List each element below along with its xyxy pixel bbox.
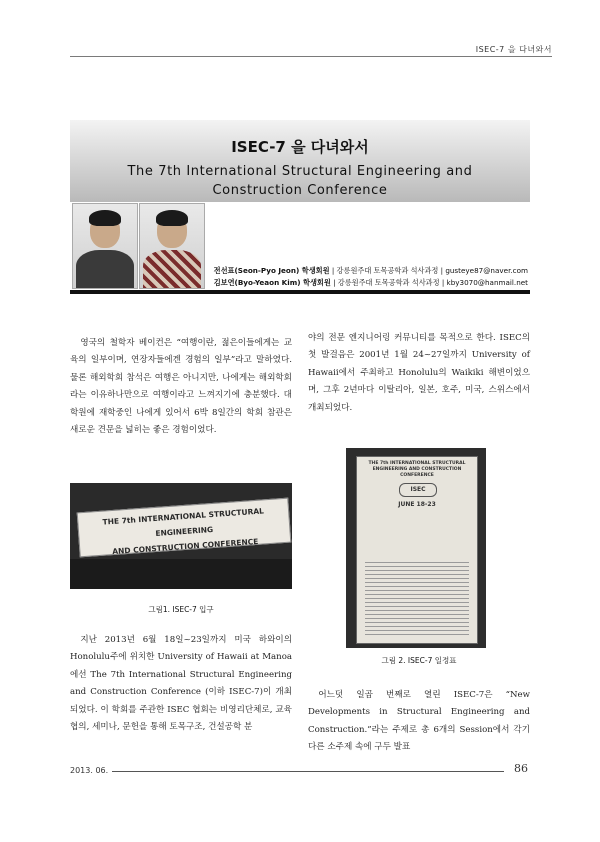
poster-heading: THE 7th INTERNATIONAL STRUCTURAL ENGINEERING AND CONSTRUCTION CONFERENCE xyxy=(368,461,466,478)
author-2-hair xyxy=(156,210,188,226)
header-divider xyxy=(70,56,552,57)
schedule-poster xyxy=(356,456,478,644)
page-number: 86 xyxy=(514,762,528,775)
body-paragraph-4: 어느덧 일곱 번째로 열린 ISEC-7은 “New Developments in Structural Engineering and Construction.”라는 주제로 총 6개의 Session에서 각기 다른 소주제 속에 구두 발표 xyxy=(308,690,530,753)
subtitle-line-2: Construction Conference xyxy=(212,183,388,198)
banner-line-2: AND CONSTRUCTION CONFERENCE xyxy=(112,536,259,557)
subtitle-line-1: The 7th International Structural Engineering and xyxy=(127,164,473,179)
author-photo-2 xyxy=(139,203,205,289)
poster-logo: ISEC xyxy=(399,483,437,497)
running-header: ISEC-7 을 다녀와서 xyxy=(475,45,552,54)
figure-1-caption: 그림1. ISEC-7 입구 xyxy=(148,605,214,614)
author-2-line xyxy=(214,278,528,288)
author-2-torso xyxy=(143,250,201,289)
author-1-line xyxy=(214,266,528,276)
author-2-name: 김보연(Byo-Yeaon Kim) 학생회원 xyxy=(213,278,331,287)
figure-1-photo xyxy=(70,483,292,589)
footer-divider xyxy=(112,771,504,772)
body-paragraph-2: 야의 전문 엔지니어링 커뮤니티를 목적으로 한다. ISEC의 첫 발걸음은 2001년 1월 24~27일까지 University of Hawaii에서 주최하고 Honolulu의 Waikiki 해변이었으며, 그후 2년마다 이탈리아, 일본, 호주, 미국, 스위스에서 개최되었다. xyxy=(308,333,530,413)
figure-2-caption: 그림 2. ISEC-7 일정표 xyxy=(381,656,457,665)
author-1-hair xyxy=(89,210,121,226)
author-photo-1 xyxy=(72,203,138,289)
body-paragraph-1: 영국의 철학자 베이컨은 “여행이란, 젊은이들에게는 교육의 일부이며, 연장자들에겐 경험의 일부”라고 말하였다. 물론 해외학회 참석은 여행은 아니지만, 나에게는 해외학회라는 이유하나만으로 여행이라고 느껴지기에 충분했다. 대학원에 재학중인 나에게 있어서 6박 8일간의 학회 참관은 새로운 견문을 넓히는 좋은 경험이었다. xyxy=(70,338,292,436)
author-divider xyxy=(70,290,530,294)
author-1-name: 전선표(Seon-Pyo Jeon) 학생회원 xyxy=(213,266,330,275)
banner-line-1: THE 7th INTERNATIONAL STRUCTURAL ENGINEERING xyxy=(102,506,265,538)
poster-schedule-table xyxy=(365,559,469,637)
article-subtitle xyxy=(70,162,530,200)
body-paragraph-3: 지난 2013년 6월 18일~23일까지 미국 하와이의 Honolulu주에 위치한 University of Hawaii at Manoa에선 The 7th International Structural Engineering and Construction Conference (이하 ISEC-7)이 개최되었다. 이 학회를 주관한 ISEC 협회는 비영리단체로, 교육협의, 세미나, 문헌을 통해 토목구조, 건설공학 분 xyxy=(70,635,292,733)
issue-date: 2013. 06. xyxy=(70,766,109,775)
author-1-torso xyxy=(76,250,134,289)
author-2-affiliation: | 강릉원주대 토목공학과 석사과정 | kby3070@hanmail.net xyxy=(330,278,528,287)
article-title: ISEC-7 을 다녀와서 xyxy=(231,138,369,156)
figure-2-photo xyxy=(346,448,486,648)
entrance-banner xyxy=(77,498,292,558)
author-1-affiliation: | 강릉원주대 토목공학과 석사과정 | gusteye87@naver.com xyxy=(329,266,528,275)
poster-date: JUNE 18-23 xyxy=(398,501,436,508)
entrance-floor xyxy=(70,559,292,589)
